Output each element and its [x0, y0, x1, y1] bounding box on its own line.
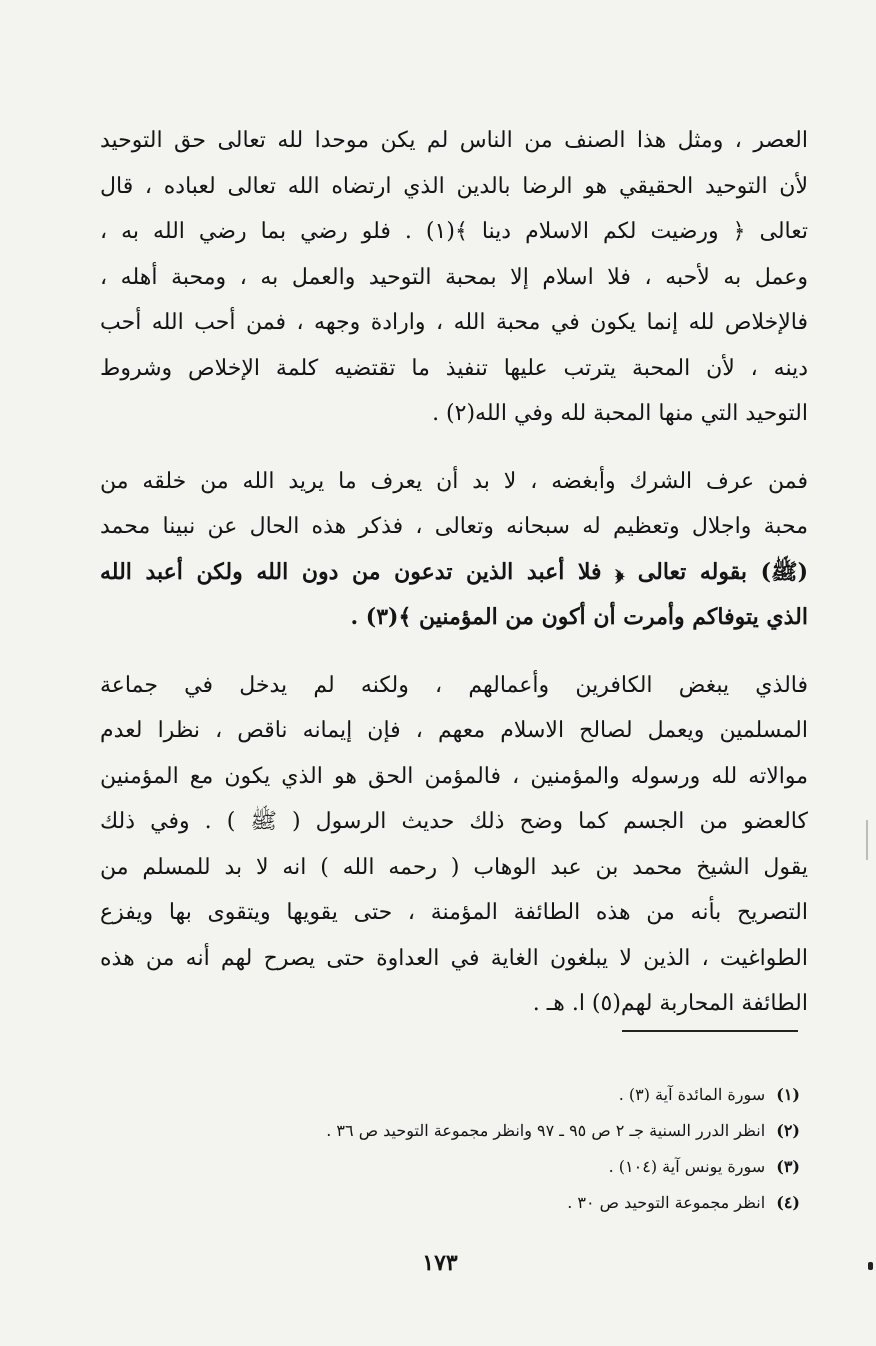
footnotes [230, 1077, 800, 1221]
footnote-3 [230, 1149, 800, 1185]
footnote-divider [622, 1030, 798, 1032]
text-line: كالعضو من الجسم كما وضح ذلك حديث الرسول ( ﷺ ) . وفي ذلك [100, 809, 808, 834]
text-line: المسلمين ويعمل لصالح الاسلام معهم ، فإن إيمانه ناقص ، نظرا لعدم [100, 718, 808, 743]
page-number: ١٧٣ [422, 1250, 458, 1276]
text-line: (ﷺ) بقوله تعالى ﴿ فلا أعبد الذين تدعون من دون الله ولكن أعبد الله [100, 558, 808, 585]
footnote-text: انظر الدرر السنية جـ ٢ ص ٩٥ ـ ٩٧ وانظر مجموعة التوحيد ص ٣٦ . [326, 1121, 766, 1140]
footnote-number: (٣) [776, 1157, 800, 1176]
text-line: التصريح بأنه من هذه الطائفة المؤمنة ، حتى يقويها ويتقوى بها ويفزع [100, 900, 808, 925]
text-line: التوحيد التي منها المحبة لله وفي الله(٢) . [432, 401, 808, 426]
footnote-text: انظر مجموعة التوحيد ص ٣٠ . [567, 1193, 766, 1212]
text-line: وعمل به لأحبه ، فلا اسلام إلا بمحبة التوحيد والعمل به ، ومحبة أهله ، [100, 264, 808, 290]
footnote-number: (٢) [776, 1121, 800, 1140]
footnote-number: (١) [776, 1085, 800, 1104]
footnote-4 [230, 1185, 800, 1221]
main-text [100, 118, 808, 1027]
text-line: يقول الشيخ محمد بن عبد الوهاب ( رحمه الله ) انه لا بد للمسلم من [100, 854, 808, 880]
footnote-number: (٤) [776, 1193, 800, 1212]
text-line: فالذي يبغض الكافرين وأعمالهم ، ولكنه لم يدخل في جماعة [100, 672, 808, 698]
text-line: دينه ، لأن المحبة يترتب عليها تنفيذ ما تقتضيه كلمة الإخلاص وشروط [100, 355, 808, 381]
footnote-2 [230, 1113, 800, 1149]
text-line: العصر ، ومثل هذا الصنف من الناس لم يكن موحدا لله تعالى حق التوحيد [100, 128, 808, 153]
text-line: فالإخلاص لله إنما يكون في محبة الله ، وارادة وجهه ، فمن أحب الله أحب [100, 310, 808, 335]
scan-artifact [866, 820, 868, 860]
paragraph-2 [100, 459, 808, 641]
paragraph-3 [100, 663, 808, 1027]
text-line: موالاته لله ورسوله والمؤمنين ، فالمؤمن الحق هو الذي يكون مع المؤمنين [100, 763, 808, 789]
paragraph-1 [100, 118, 808, 437]
text-line: لأن التوحيد الحقيقي هو الرضا بالدين الذي ارتضاه الله تعالى لعباده ، قال [100, 173, 808, 199]
text-line: فمن عرف الشرك وأبغضه ، لا بد أن يعرف ما يريد الله من خلقه من [100, 468, 808, 494]
scan-edge-mark [868, 1262, 873, 1270]
text-line: الذي يتوفاكم وأمرت أن أكون من المؤمنين ﴾(٣) . [350, 604, 808, 630]
text-line: تعالى ﴿ ورضيت لكم الاسلام دينا ﴾(١) . فلو رضي بما رضي الله به ، [100, 219, 808, 244]
text-line: الطائفة المحاربة لهم(٥) ا. هـ . [532, 991, 808, 1016]
footnote-text: سورة يونس آية (١٠٤) . [608, 1157, 766, 1176]
text-line: محبة واجلال وتعظيم له سبحانه وتعالى ، فذكر هذه الحال عن نبينا محمد [100, 514, 808, 539]
footnote-text: سورة المائدة آية (٣) . [618, 1085, 766, 1104]
footnote-1 [230, 1077, 800, 1113]
text-line: الطواغيت ، الذين لا يبلغون الغاية في العداوة حتى يصرح لهم أنه من هذه [100, 945, 808, 971]
